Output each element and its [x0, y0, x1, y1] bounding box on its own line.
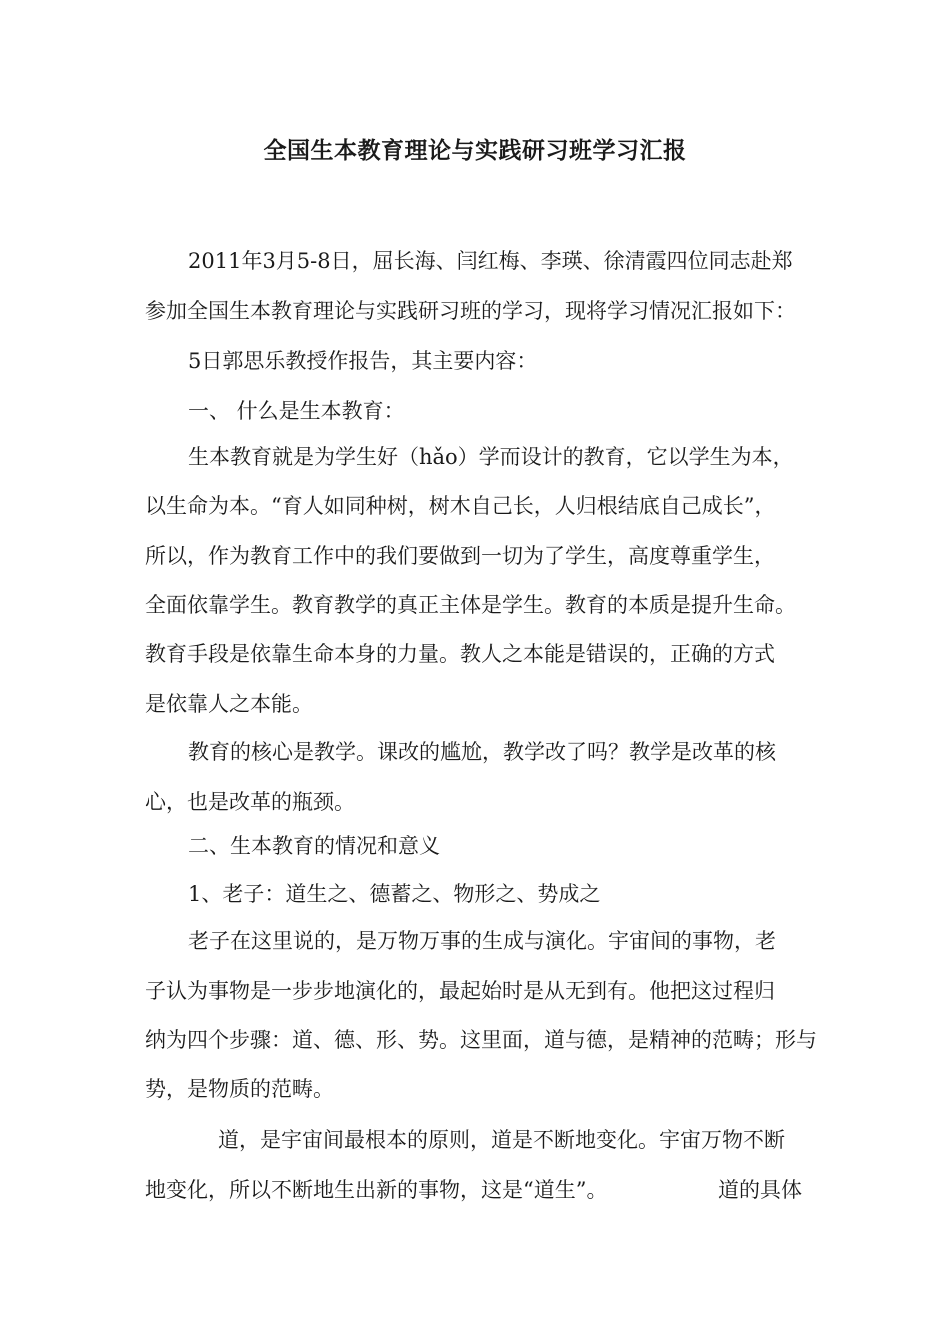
paragraph-line: 教育的核心是教学。课改的尴尬，教学改了吗？教学是改革的核: [188, 740, 776, 764]
document-title: 全国生本教育理论与实践研习班学习汇报: [263, 137, 687, 164]
section-heading: 一、 什么是生本教育：: [188, 399, 405, 423]
paragraph-line-continuation: 道的具体: [718, 1178, 802, 1202]
paragraph-line: 教育手段是依靠生命本身的力量。教人之本能是错误的，正确的方式: [145, 642, 775, 666]
paragraph-line: 势，是物质的范畴。: [145, 1077, 334, 1101]
paragraph-line: 地变化，所以不断地生出新的事物，这是“道生”。: [145, 1178, 608, 1202]
paragraph-line: 道，是宇宙间最根本的原则，道是不断地变化。宇宙万物不断: [218, 1128, 785, 1152]
paragraph-line: 老子在这里说的，是万物万事的生成与演化。宇宙间的事物，老: [188, 929, 776, 953]
paragraph-line: 2011年3月5-8日，屈长海、闫红梅、李瑛、徐清霞四位同志赴郑: [188, 249, 793, 273]
paragraph-line: 全面依靠学生。教育教学的真正主体是学生。教育的本质是提升生命。: [145, 593, 796, 617]
paragraph-line: 是依靠人之本能。: [145, 692, 313, 716]
paragraph-line: 以生命为本。“育人如同种树，树木自己长，人归根结底自己成长”，: [145, 494, 776, 518]
section-heading: 二、生本教育的情况和意义: [188, 834, 440, 858]
paragraph-line: 所以，作为教育工作中的我们要做到一切为了学生，高度尊重学生，: [145, 544, 775, 568]
paragraph-line: 参加全国生本教育理论与实践研习班的学习，现将学习情况汇报如下：: [145, 299, 796, 323]
paragraph-line: 子认为事物是一步步地演化的，最起始时是从无到有。他把这过程归: [145, 979, 775, 1003]
paragraph-line: 纳为四个步骤：道、德、形、势。这里面，道与德，是精神的范畴；形与: [145, 1028, 817, 1052]
paragraph-line: 心，也是改革的瓶颈。: [145, 790, 355, 814]
subsection-heading: 1、老子：道生之、德蓄之、物形之、势成之: [188, 882, 601, 906]
paragraph-line: 5日郭思乐教授作报告，其主要内容：: [188, 349, 538, 373]
paragraph-line: 生本教育就是为学生好（hǎo）学而设计的教育，它以学生为本，: [188, 445, 794, 469]
